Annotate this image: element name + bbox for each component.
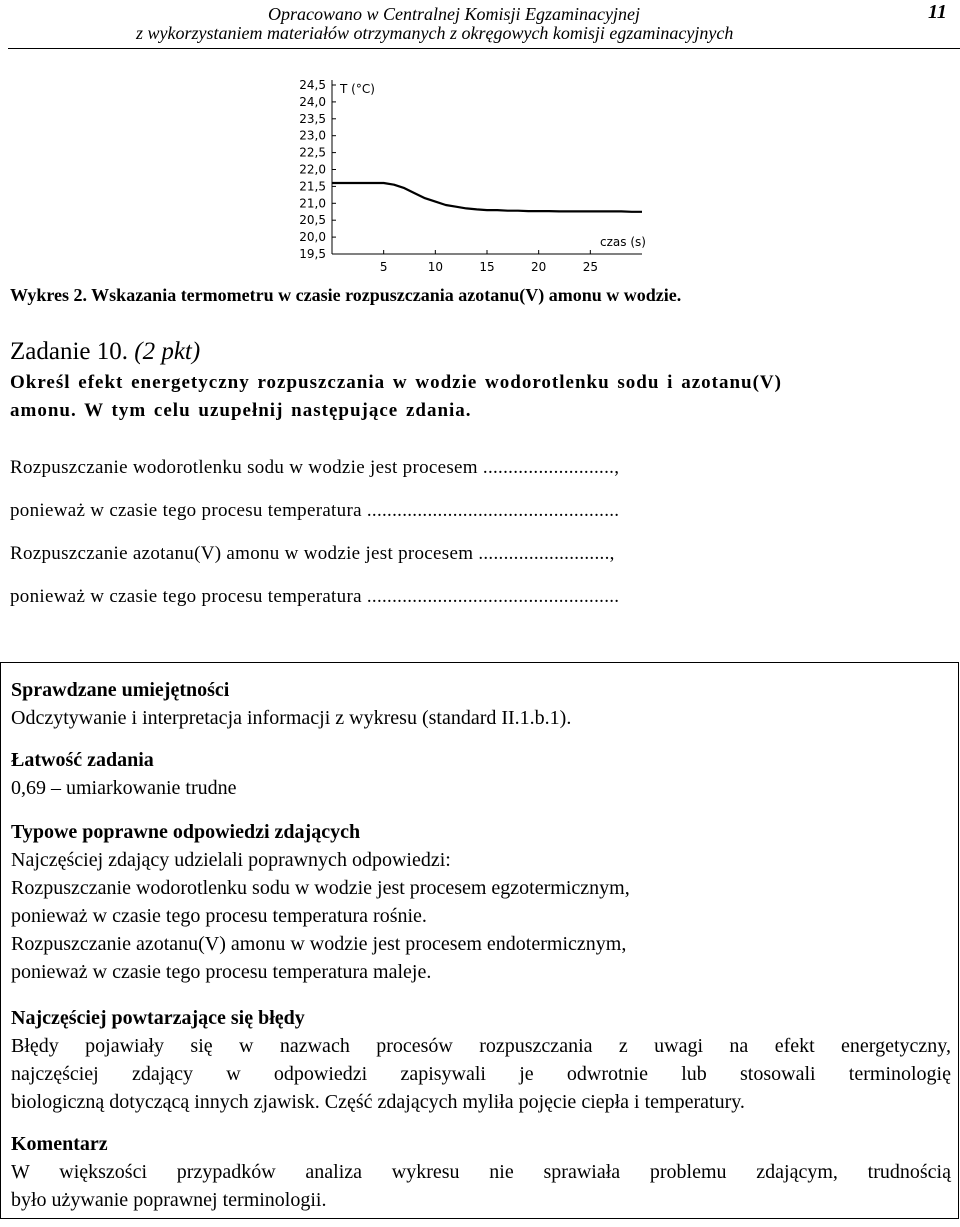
errors-line-1: Błędy pojawiały się w nazwach procesów rozpuszczania z uwagi na efekt energetyczny, bbox=[11, 1035, 951, 1057]
y-tick-label: 24,0 bbox=[299, 94, 326, 109]
x-tick-label: 25 bbox=[582, 260, 598, 274]
header-line-1: Opracowano w Centralnej Komisji Egzaminacyjnej bbox=[268, 4, 640, 24]
comment-heading: Komentarz bbox=[11, 1133, 108, 1155]
answers-line-3: ponieważ w czasie tego procesu temperatura rośnie. bbox=[11, 905, 427, 927]
comment-line-2: było używanie poprawnej terminologii. bbox=[11, 1189, 327, 1211]
errors-line-3: biologiczną dotyczącą innych zjawisk. Część zdających myliła pojęcie ciepła i temperatury. bbox=[11, 1091, 745, 1113]
y-tick-label: 22,5 bbox=[299, 145, 326, 160]
header-line-2: z wykorzystaniem materiałów otrzymanych z okręgowych komisji egzaminacyjnych bbox=[136, 23, 734, 43]
skills-text: Odczytywanie i interpretacja informacji z wykresu (standard II.1.b.1). bbox=[11, 707, 572, 729]
temperature-chart bbox=[270, 70, 670, 280]
temperature-series-line bbox=[332, 183, 642, 212]
task-instruction-line-1: Określ efekt energetyczny rozpuszczania w wodzie wodorotlenku sodu i azotanu(V) bbox=[10, 372, 782, 393]
fill-sentence-4: ponieważ w czasie tego procesu temperatura .................................................. bbox=[10, 586, 620, 607]
task-title bbox=[10, 338, 200, 366]
task-number: Zadanie 10. bbox=[10, 338, 129, 365]
header-rule bbox=[8, 48, 960, 49]
x-tick-label: 10 bbox=[427, 260, 443, 274]
fill-sentence-2: ponieważ w czasie tego procesu temperatura .................................................. bbox=[10, 500, 620, 521]
chart-svg bbox=[270, 70, 670, 280]
task-points: (2 pkt) bbox=[134, 338, 201, 365]
y-axis-ticks bbox=[299, 78, 336, 261]
evaluation-box bbox=[0, 662, 959, 1219]
answers-line-2: Rozpuszczanie wodorotlenku sodu w wodzie jest procesem egzotermicznym, bbox=[11, 877, 630, 899]
fill-sentence-3: Rozpuszczanie azotanu(V) amonu w wodzie jest procesem .........................., bbox=[10, 543, 615, 564]
answers-line-5: ponieważ w czasie tego procesu temperatura maleje. bbox=[11, 961, 432, 983]
y-tick-label: 23,5 bbox=[299, 111, 326, 126]
x-tick-label: 15 bbox=[479, 260, 495, 274]
y-tick-label: 21,5 bbox=[299, 179, 326, 194]
y-tick-label: 24,5 bbox=[299, 78, 326, 92]
task-instruction-line-2: amonu. W tym celu uzupełnij następujące zdania. bbox=[10, 400, 472, 421]
x-tick-label: 20 bbox=[531, 260, 547, 274]
y-tick-label: 22,0 bbox=[299, 162, 326, 177]
y-tick-label: 20,5 bbox=[299, 213, 326, 228]
y-tick-label: 21,0 bbox=[299, 196, 326, 211]
difficulty-heading: Łatwość zadania bbox=[11, 749, 154, 771]
comment-line-1: W większości przypadków analiza wykresu nie sprawiała problemu zdającym, trudnością bbox=[11, 1161, 951, 1183]
answers-heading: Typowe poprawne odpowiedzi zdających bbox=[11, 821, 361, 843]
y-tick-label: 19,5 bbox=[299, 247, 326, 261]
answers-line-1: Najczęściej zdający udzielali poprawnych odpowiedzi: bbox=[11, 849, 451, 871]
y-tick-label: 23,0 bbox=[299, 128, 326, 143]
x-axis-label: czas (s) bbox=[600, 235, 646, 249]
y-axis-label: T (°C) bbox=[340, 82, 375, 96]
page-header bbox=[0, 0, 960, 50]
skills-heading: Sprawdzane umiejętności bbox=[11, 679, 230, 701]
fill-sentence-1: Rozpuszczanie wodorotlenku sodu w wodzie jest procesem .........................., bbox=[10, 457, 620, 478]
difficulty-text: 0,69 – umiarkowanie trudne bbox=[11, 777, 237, 799]
chart-caption: Wykres 2. Wskazania termometru w czasie rozpuszczania azotanu(V) amonu w wodzie. bbox=[10, 285, 682, 305]
errors-heading: Najczęściej powtarzające się błędy bbox=[11, 1007, 305, 1029]
x-tick-label: 5 bbox=[379, 260, 388, 274]
answers-line-4: Rozpuszczanie azotanu(V) amonu w wodzie jest procesem endotermicznym, bbox=[11, 933, 627, 955]
page-number: 11 bbox=[928, 1, 947, 23]
y-tick-label: 20,0 bbox=[299, 230, 326, 245]
errors-line-2: najczęściej zdający w odpowiedzi zapisywali je odwrotnie lub stosowali terminologię bbox=[11, 1063, 951, 1085]
